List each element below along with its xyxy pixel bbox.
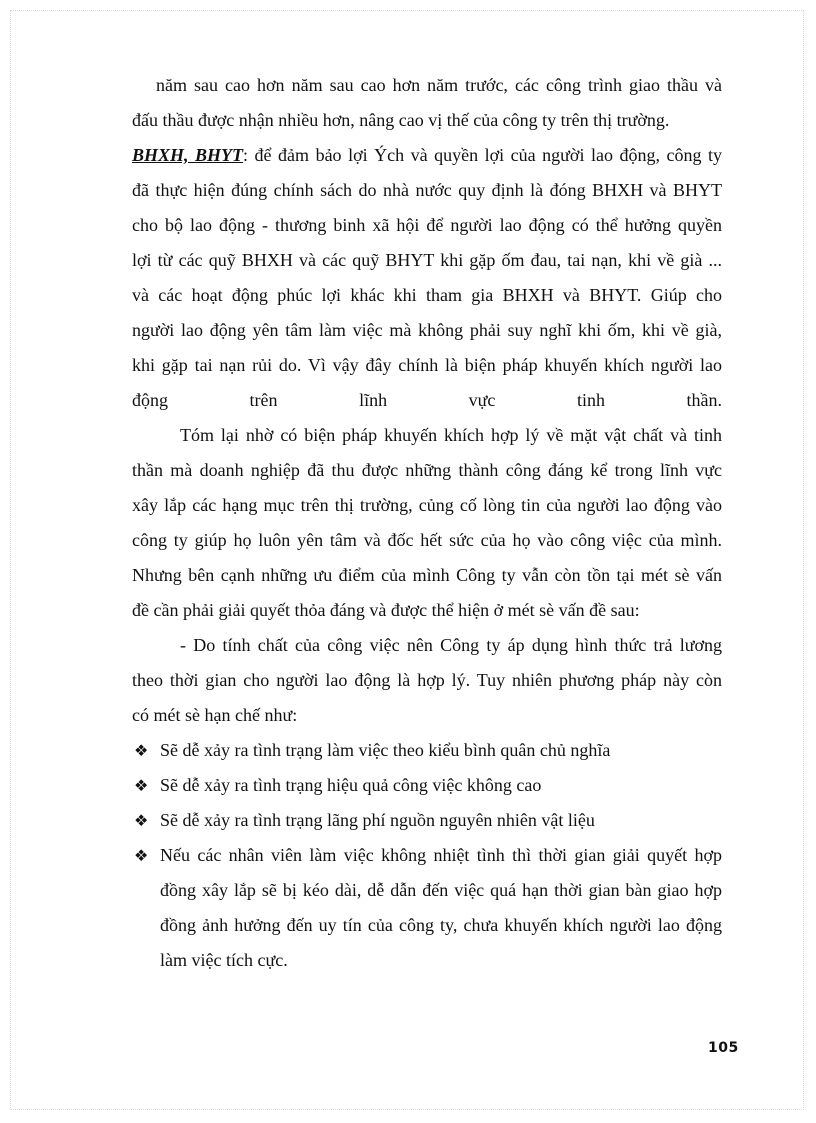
bullet-list [132,733,722,978]
paragraph-2 [132,138,722,418]
list-item-text: đồng xây lắp sẽ bị kéo dài, dễ dẫn đến việc quá hạn thời gian bàn giao hợp [160,880,722,900]
list-item [132,768,722,803]
text-line: cho bộ lao động - thương binh xã hội để người lao động có thể hưởng quyền [132,215,722,235]
list-item-text: Sẽ dễ xảy ra tình trạng lãng phí nguồn nguyên nhiên vật liệu [160,810,595,830]
text-line-with-heading [132,138,722,173]
diamond-bullet-icon: ❖ [134,776,149,795]
text-line: khi gặp tai nạn rủi do. Vì vậy đây chính là biện pháp khuyến khích người lao [132,355,722,375]
text-fragment: : để đảm bảo lợi Ých và quyền lợi của người lao động, công ty [243,145,722,165]
text-line: người lao động yên tâm làm việc mà không phải suy nghĩ khi ốm, khi về già, [132,320,722,340]
paragraph-3 [132,418,722,628]
text-line: lợi từ các quỹ BHXH và các quỹ BHYT khi gặp ốm đau, tai nạn, khi về già ... [132,250,722,270]
list-item [132,733,722,768]
text-line: đã thực hiện đúng chính sách do nhà nước quy định là đóng BHXH và BHYT [132,180,722,200]
text-line: thần mà doanh nghiệp đã thu được những thành công đáng kể trong lĩnh vực [132,460,722,480]
list-item-text: Nếu các nhân viên làm việc không nhiệt tình thì thời gian giải quyết hợp [160,845,722,865]
text-line: Tóm lại nhờ có biện pháp khuyến khích hợp lý về mặt vật chất và tinh [180,425,722,445]
paragraph-4 [132,628,722,733]
text-line: đấu thầu được nhận nhiều hơn, nâng cao vị thế của công ty trên thị trường. [132,110,670,130]
text-line: đề cần phải giải quyết thỏa đáng và được thể hiện ở mét sè vấn đề sau: [132,600,640,620]
text-line: và các hoạt động phúc lợi khác khi tham gia BHXH và BHYT. Giúp cho [132,285,722,305]
text-line: công ty giúp họ luôn yên tâm và đốc hết sức của họ vào công việc của mình. [132,530,722,550]
text-line: - Do tính chất của công việc nên Công ty áp dụng hình thức trả lương [180,635,722,655]
diamond-bullet-icon: ❖ [134,846,149,865]
list-item-text: Sẽ dễ xảy ra tình trạng làm việc theo kiểu bình quân chủ nghĩa [160,740,611,760]
list-item [132,838,722,978]
diamond-bullet-icon: ❖ [134,811,149,830]
text-line-spread: động trên lĩnh vực tinh thần. [132,390,722,410]
text-line: có mét sè hạn chế như: [132,705,298,725]
paragraph-1 [132,68,722,138]
list-item-text: đồng ảnh hưởng đến uy tín của công ty, chưa khuyến khích người lao động [160,915,722,935]
text-line: theo thời gian cho người lao động là hợp lý. Tuy nhiên phương pháp này còn [132,670,722,690]
page-number: 105 [708,1040,739,1056]
diamond-bullet-icon: ❖ [134,741,149,760]
inline-heading: BHXH, BHYT [132,145,244,165]
list-item-text: Sẽ dễ xảy ra tình trạng hiệu quả công việc không cao [160,775,542,795]
text-line: xây lắp các hạng mục trên thị trường, củng cố lòng tin của người lao động vào [132,495,722,515]
list-item-text: làm việc tích cực. [160,950,288,970]
text-line: năm sau cao hơn năm sau cao hơn năm trước, các công trình giao thầu và [156,75,722,95]
list-item [132,803,722,838]
document-body [132,68,722,978]
text-line: Nhưng bên cạnh những ưu điểm của mình Công ty vẫn còn tồn tại mét sè vấn [132,565,722,585]
